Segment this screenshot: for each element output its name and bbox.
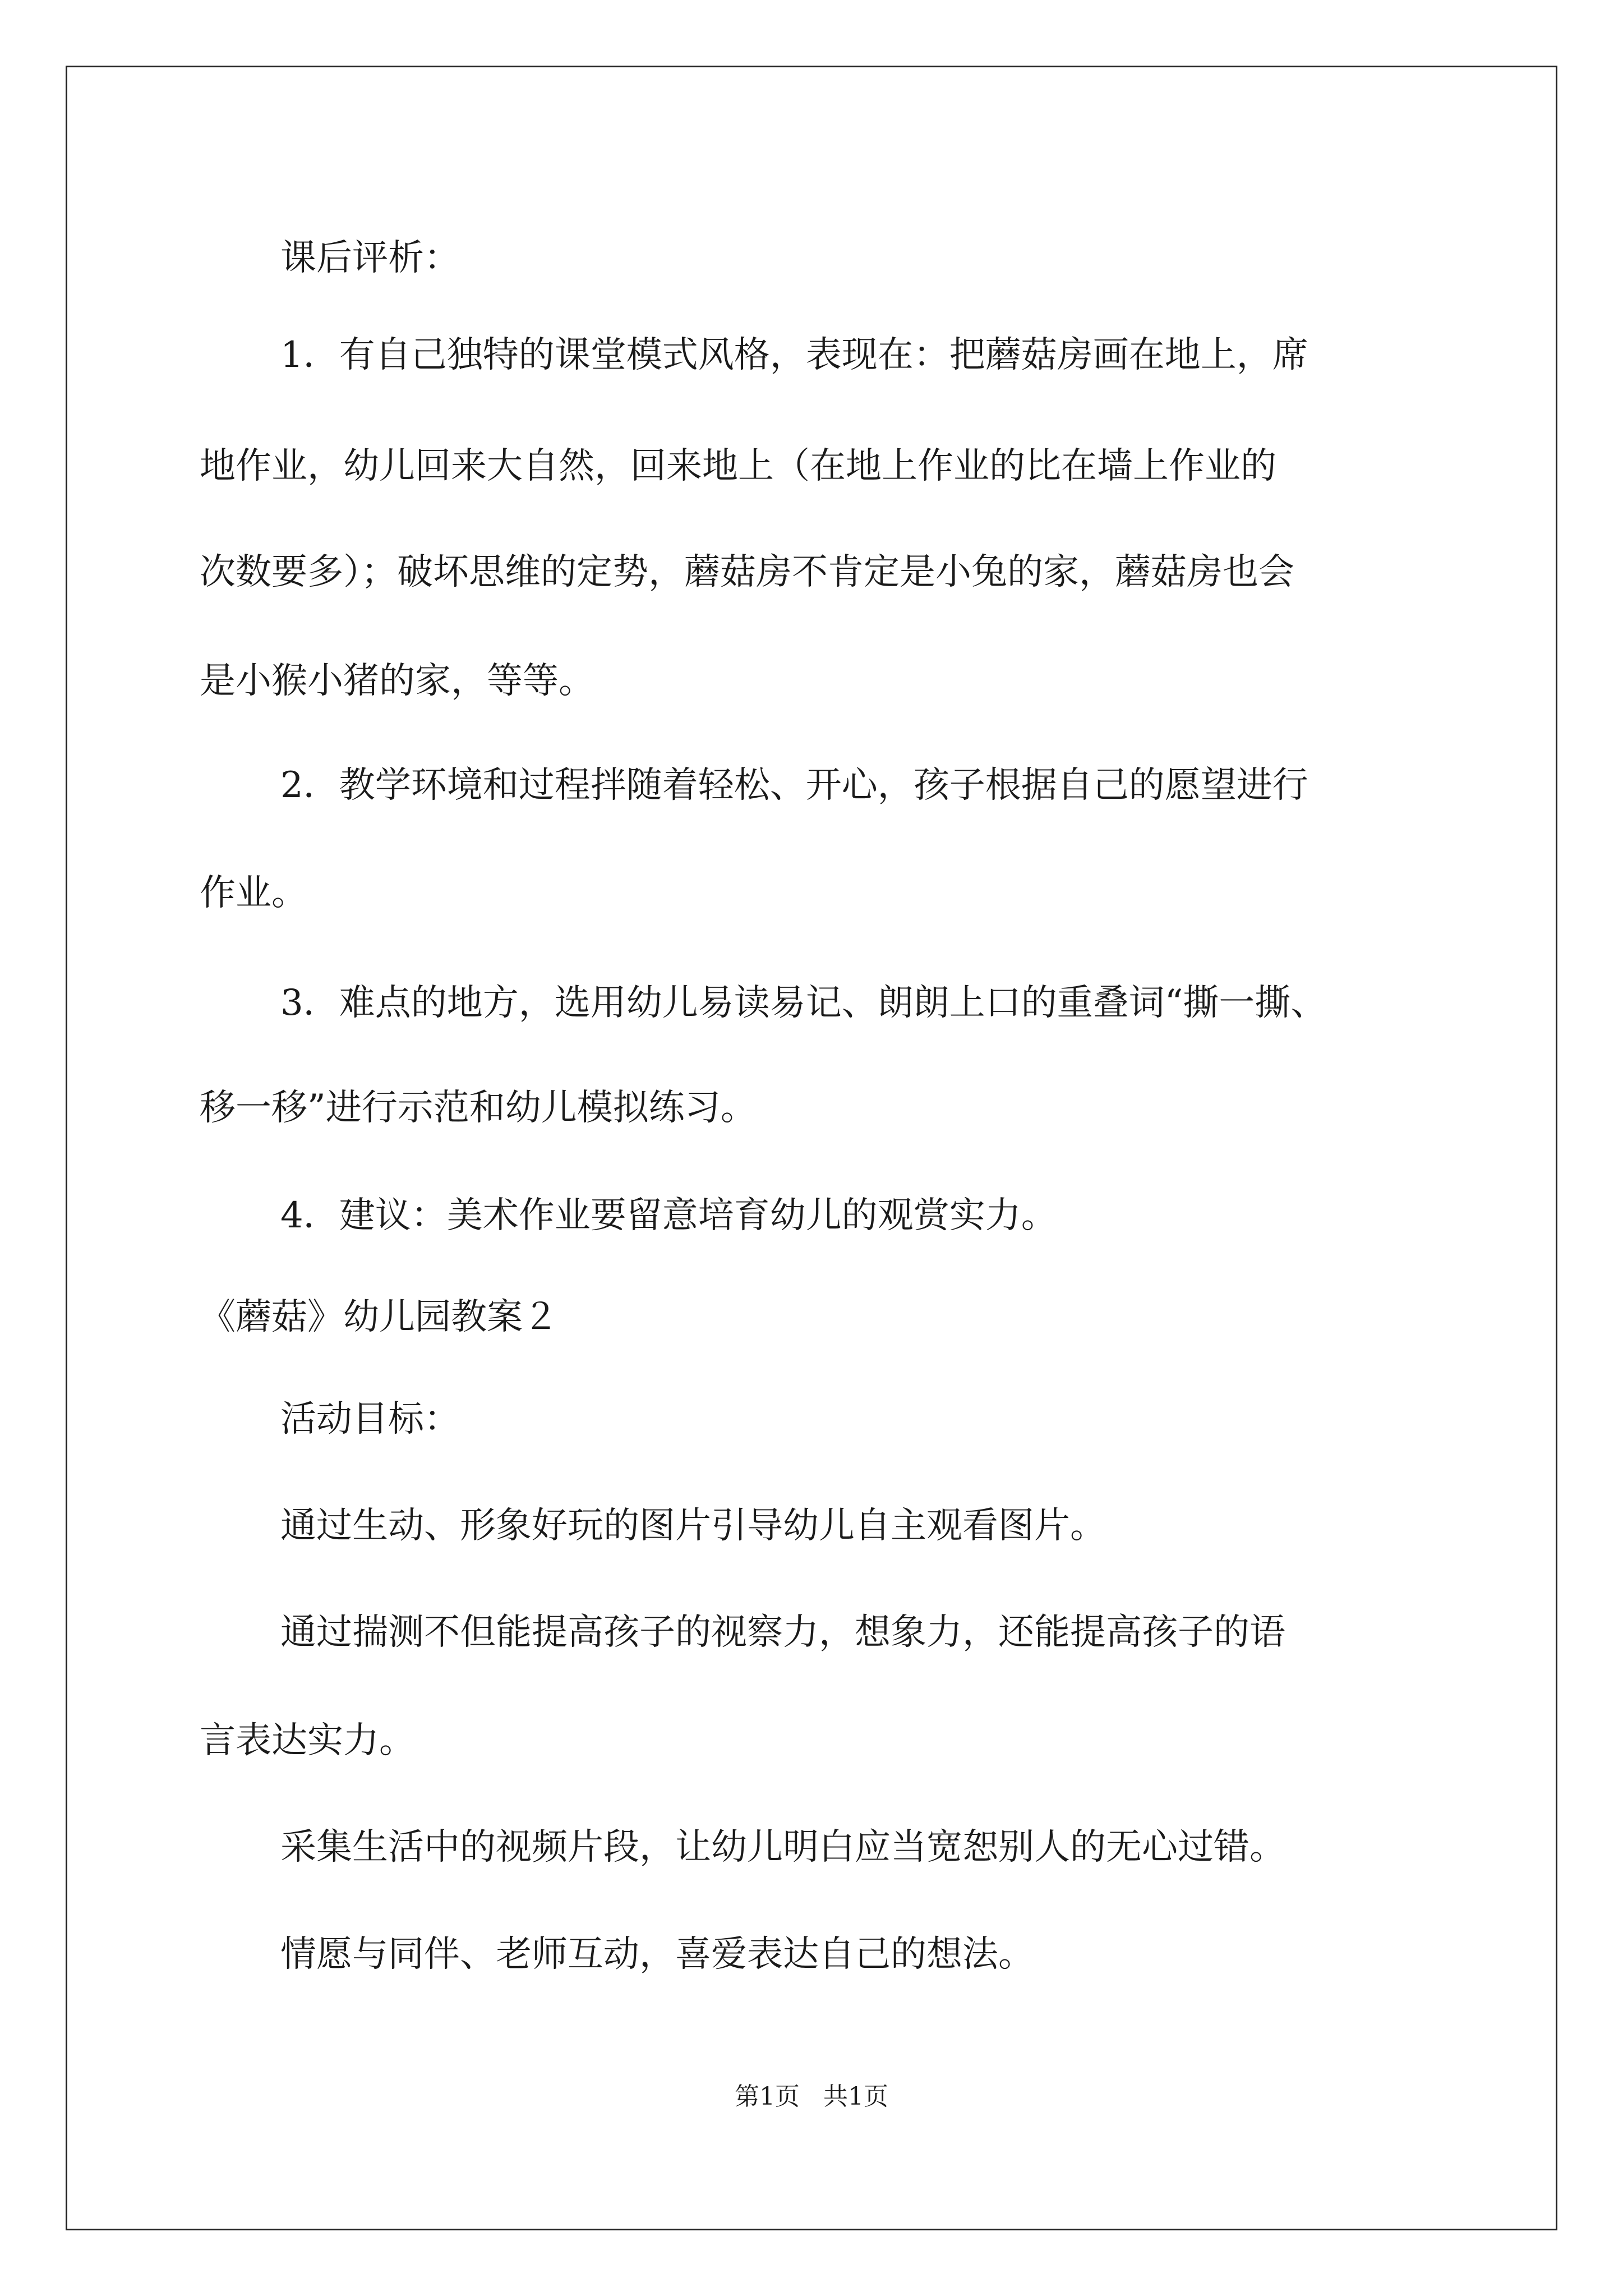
paragraph-line: 2．教学环境和过程拌随着轻松、开心，孩子根据自己的愿望进行 (280, 765, 1308, 806)
paragraph-line: 移一移”进行示范和幼儿模拟练习。 (200, 1087, 757, 1129)
paragraph-line: 是小猴小猪的家，等等。 (200, 660, 594, 702)
paragraph-line: 活动目标： (280, 1398, 460, 1440)
paragraph-line: 作业。 (200, 872, 307, 914)
page-border (66, 66, 1557, 2230)
paragraph-line: 3．难点的地方，选用幼儿易读易记、朗朗上口的重叠词“撕一撕、 (280, 982, 1327, 1024)
paragraph-line: 情愿与同伴、老师互动，喜爱表达自己的想法。 (280, 1934, 1034, 1975)
paragraph-line: 言表达实力。 (200, 1720, 415, 1761)
paragraph-line: 通过生动、形象好玩的图片引导幼儿自主观看图片。 (280, 1505, 1106, 1547)
paragraph-line: 4．建议：美术作业要留意培育幼儿的观赏实力。 (280, 1195, 1057, 1236)
paragraph-line: 次数要多）；破坏思维的定势，蘑菇房不肯定是小兔的家，蘑菇房也会 (200, 551, 1294, 593)
page-footer: 第1页 共1页 (735, 2082, 888, 2111)
paragraph-line: 课后评析： (280, 237, 460, 279)
paragraph-line: 1．有自己独特的课堂模式风格，表现在：把蘑菇房画在地上，席 (280, 334, 1308, 376)
paragraph-line: 地作业，幼儿回来大自然，回来地上（在地上作业的比在墙上作业的 (200, 445, 1276, 487)
paragraph-line: 通过揣测不但能提高孩子的视察力，想象力，还能提高孩子的语 (280, 1612, 1285, 1653)
section-heading: 《蘑菇》幼儿园教案２ (200, 1296, 559, 1338)
paragraph-line: 采集生活中的视频片段，让幼儿明白应当宽恕别人的无心过错。 (280, 1826, 1285, 1868)
